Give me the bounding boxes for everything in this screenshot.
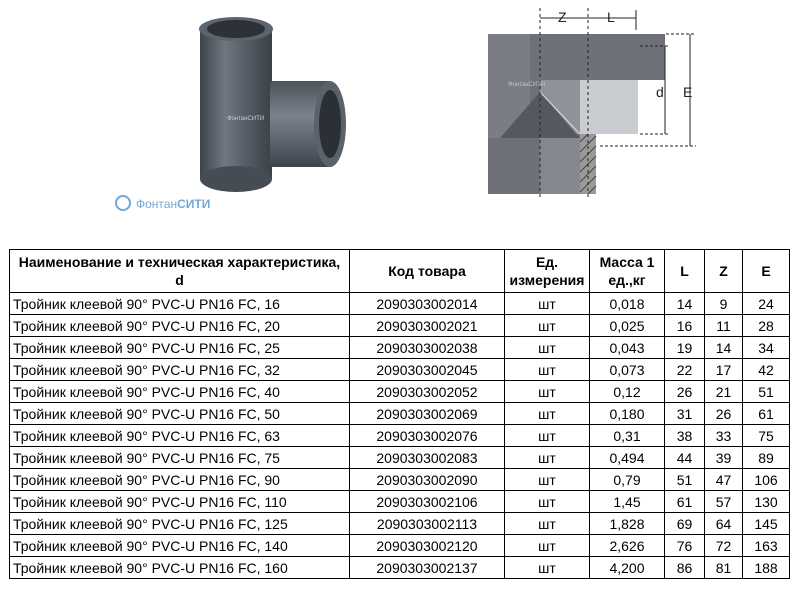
cell-name: Тройник клеевой 90° PVC-U PN16 FC, 50 bbox=[10, 403, 350, 425]
cell-code: 2090303002038 bbox=[350, 337, 505, 359]
cell-e: 24 bbox=[743, 293, 790, 315]
cell-z: 11 bbox=[705, 315, 743, 337]
cell-code: 2090303002113 bbox=[350, 513, 505, 535]
cell-unit: шт bbox=[505, 447, 590, 469]
cell-l: 26 bbox=[665, 381, 705, 403]
col-header-z: Z bbox=[705, 250, 743, 293]
cell-mass: 0,025 bbox=[590, 315, 665, 337]
cell-z: 26 bbox=[705, 403, 743, 425]
col-header-l: L bbox=[665, 250, 705, 293]
table-row bbox=[10, 513, 790, 535]
cell-name: Тройник клеевой 90° PVC-U PN16 FC, 32 bbox=[10, 359, 350, 381]
cell-code: 2090303002083 bbox=[350, 447, 505, 469]
watermark-brand-right: СИТИ bbox=[177, 197, 211, 211]
cell-name: Тройник клеевой 90° PVC-U PN16 FC, 90 bbox=[10, 469, 350, 491]
cell-name: Тройник клеевой 90° PVC-U PN16 FC, 160 bbox=[10, 557, 350, 579]
cell-mass: 0,043 bbox=[590, 337, 665, 359]
dim-label-l: L bbox=[607, 9, 615, 25]
cell-name: Тройник клеевой 90° PVC-U PN16 FC, 125 bbox=[10, 513, 350, 535]
cell-code: 2090303002090 bbox=[350, 469, 505, 491]
cell-mass: 0,018 bbox=[590, 293, 665, 315]
cell-z: 9 bbox=[705, 293, 743, 315]
cell-z: 21 bbox=[705, 381, 743, 403]
cell-l: 14 bbox=[665, 293, 705, 315]
cell-e: 28 bbox=[743, 315, 790, 337]
spec-table bbox=[9, 249, 790, 579]
cell-z: 57 bbox=[705, 491, 743, 513]
cell-code: 2090303002106 bbox=[350, 491, 505, 513]
cell-z: 81 bbox=[705, 557, 743, 579]
cell-l: 22 bbox=[665, 359, 705, 381]
cell-unit: шт bbox=[505, 425, 590, 447]
cell-unit: шт bbox=[505, 337, 590, 359]
cell-e: 61 bbox=[743, 403, 790, 425]
svg-text:ФонтанСИТИ: ФонтанСИТИ bbox=[508, 82, 546, 88]
table-row bbox=[10, 469, 790, 491]
cell-z: 72 bbox=[705, 535, 743, 557]
cell-l: 69 bbox=[665, 513, 705, 535]
cell-l: 61 bbox=[665, 491, 705, 513]
cell-name: Тройник клеевой 90° PVC-U PN16 FC, 25 bbox=[10, 337, 350, 359]
col-header-mass: Масса 1 ед.,кг bbox=[590, 250, 665, 293]
col-header-code: Код товара bbox=[350, 250, 505, 293]
cell-name: Тройник клеевой 90° PVC-U PN16 FC, 140 bbox=[10, 535, 350, 557]
cell-l: 86 bbox=[665, 557, 705, 579]
cell-unit: шт bbox=[505, 469, 590, 491]
cell-mass: 0,31 bbox=[590, 425, 665, 447]
table-row bbox=[10, 293, 790, 315]
cell-unit: шт bbox=[505, 315, 590, 337]
cell-z: 64 bbox=[705, 513, 743, 535]
cell-code: 2090303002052 bbox=[350, 381, 505, 403]
cell-l: 51 bbox=[665, 469, 705, 491]
cell-unit: шт bbox=[505, 359, 590, 381]
svg-text:ФонтанСИТИ bbox=[136, 197, 210, 211]
cell-e: 188 bbox=[743, 557, 790, 579]
cell-l: 44 bbox=[665, 447, 705, 469]
tee-section-drawing bbox=[470, 0, 720, 205]
cell-unit: шт bbox=[505, 535, 590, 557]
cell-z: 47 bbox=[705, 469, 743, 491]
cell-code: 2090303002076 bbox=[350, 425, 505, 447]
cell-mass: 0,073 bbox=[590, 359, 665, 381]
cell-mass: 4,200 bbox=[590, 557, 665, 579]
watermark-brand-left: Фонтан bbox=[136, 197, 178, 211]
cell-l: 19 bbox=[665, 337, 705, 359]
cell-l: 31 bbox=[665, 403, 705, 425]
cell-e: 130 bbox=[743, 491, 790, 513]
table-row bbox=[10, 403, 790, 425]
cell-mass: 0,180 bbox=[590, 403, 665, 425]
cell-mass: 2,626 bbox=[590, 535, 665, 557]
cell-code: 2090303002045 bbox=[350, 359, 505, 381]
cell-e: 89 bbox=[743, 447, 790, 469]
cell-l: 16 bbox=[665, 315, 705, 337]
table-row bbox=[10, 535, 790, 557]
brand-watermark bbox=[116, 196, 210, 211]
cell-unit: шт bbox=[505, 491, 590, 513]
cell-unit: шт bbox=[505, 381, 590, 403]
cell-code: 2090303002120 bbox=[350, 535, 505, 557]
cell-name: Тройник клеевой 90° PVC-U PN16 FC, 16 bbox=[10, 293, 350, 315]
cell-mass: 0,494 bbox=[590, 447, 665, 469]
cell-code: 2090303002137 bbox=[350, 557, 505, 579]
table-row bbox=[10, 337, 790, 359]
cell-z: 33 bbox=[705, 425, 743, 447]
cell-z: 17 bbox=[705, 359, 743, 381]
tee-photo bbox=[100, 5, 360, 220]
cell-e: 42 bbox=[743, 359, 790, 381]
cell-mass: 1,828 bbox=[590, 513, 665, 535]
cell-unit: шт bbox=[505, 293, 590, 315]
dim-label-d: d bbox=[656, 84, 664, 100]
dim-label-z: Z bbox=[558, 9, 567, 25]
table-row bbox=[10, 315, 790, 337]
cell-name: Тройник клеевой 90° PVC-U PN16 FC, 20 bbox=[10, 315, 350, 337]
col-header-e: E bbox=[743, 250, 790, 293]
cell-l: 76 bbox=[665, 535, 705, 557]
cell-e: 106 bbox=[743, 469, 790, 491]
cell-code: 2090303002069 bbox=[350, 403, 505, 425]
cell-mass: 0,12 bbox=[590, 381, 665, 403]
table-row bbox=[10, 491, 790, 513]
table-row bbox=[10, 425, 790, 447]
dim-label-e: E bbox=[683, 84, 693, 100]
cell-unit: шт bbox=[505, 557, 590, 579]
cell-l: 38 bbox=[665, 425, 705, 447]
cell-e: 51 bbox=[743, 381, 790, 403]
cell-e: 75 bbox=[743, 425, 790, 447]
cell-name: Тройник клеевой 90° PVC-U PN16 FC, 40 bbox=[10, 381, 350, 403]
cell-z: 14 bbox=[705, 337, 743, 359]
cell-name: Тройник клеевой 90° PVC-U PN16 FC, 110 bbox=[10, 491, 350, 513]
cell-e: 145 bbox=[743, 513, 790, 535]
cell-mass: 1,45 bbox=[590, 491, 665, 513]
cell-code: 2090303002014 bbox=[350, 293, 505, 315]
col-header-name: Наименование и техническая характеристика, d bbox=[10, 250, 350, 293]
cell-unit: шт bbox=[505, 513, 590, 535]
cell-code: 2090303002021 bbox=[350, 315, 505, 337]
cell-e: 34 bbox=[743, 337, 790, 359]
table-row bbox=[10, 381, 790, 403]
cell-z: 39 bbox=[705, 447, 743, 469]
table-row bbox=[10, 447, 790, 469]
cell-e: 163 bbox=[743, 535, 790, 557]
table-row bbox=[10, 359, 790, 381]
cell-unit: шт bbox=[505, 403, 590, 425]
col-header-unit: Ед. измерения bbox=[505, 250, 590, 293]
cell-name: Тройник клеевой 90° PVC-U PN16 FC, 63 bbox=[10, 425, 350, 447]
svg-text:ФонтанСИТИ: ФонтанСИТИ bbox=[227, 116, 265, 122]
cell-mass: 0,79 bbox=[590, 469, 665, 491]
table-row bbox=[10, 557, 790, 579]
table-header-row bbox=[10, 250, 790, 293]
cell-name: Тройник клеевой 90° PVC-U PN16 FC, 75 bbox=[10, 447, 350, 469]
